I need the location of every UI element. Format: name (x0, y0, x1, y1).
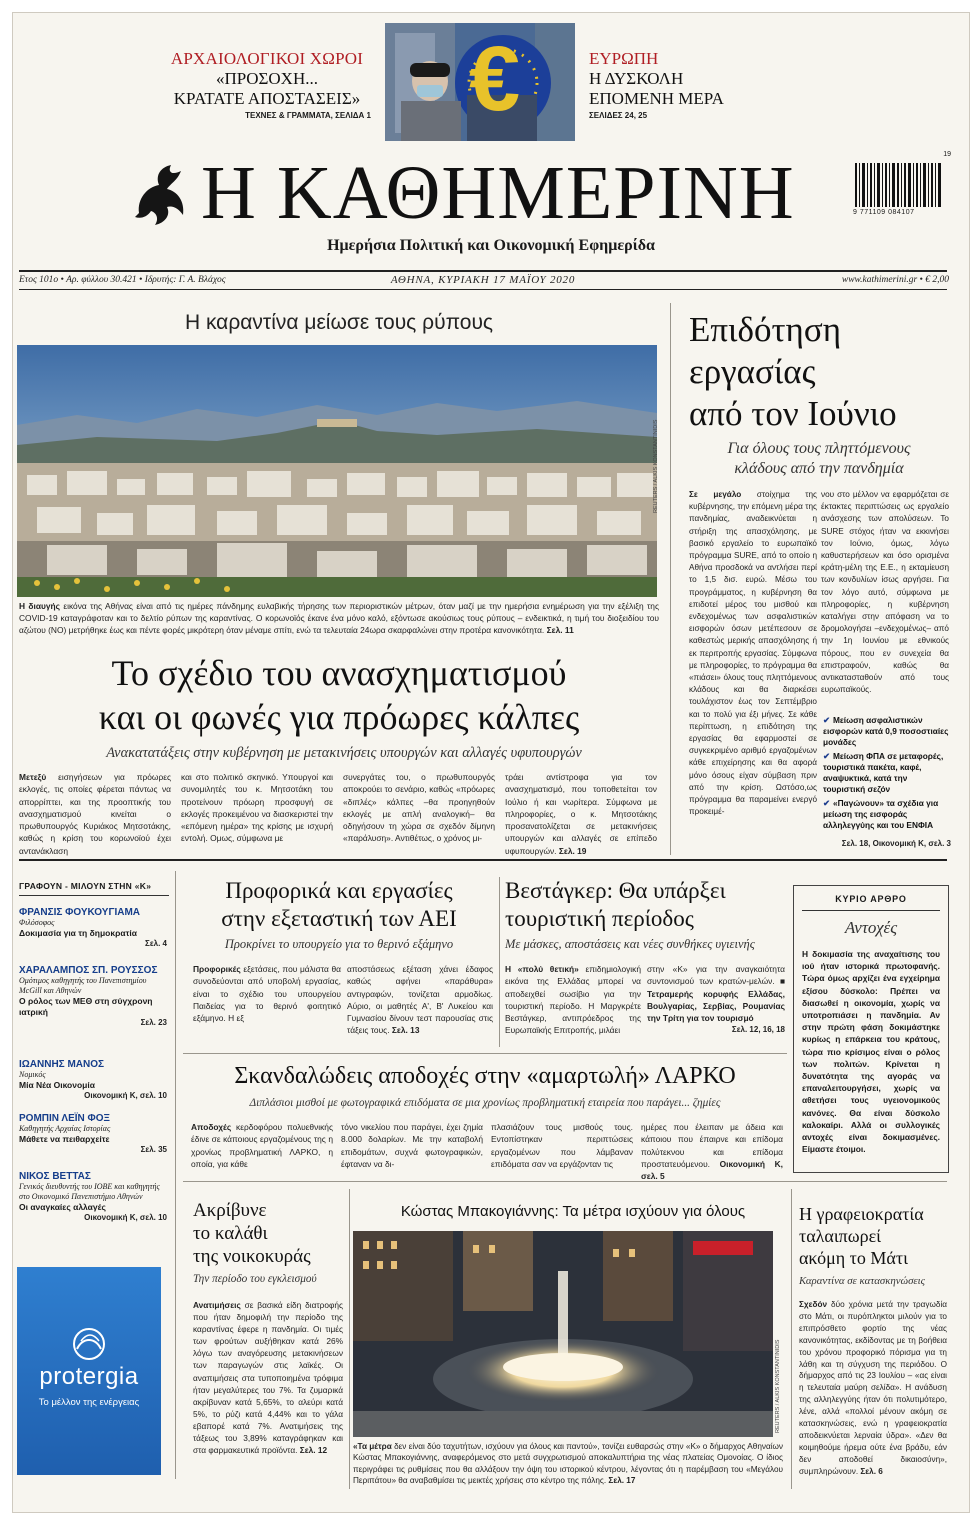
exams-col1 (193, 963, 341, 1037)
larco-col4-text: ημέρες που έλειπαν με άδεια και κάποιου που έπαιρνε και επίδομα πολύτεκνου και επίδομα προστατευόμενου. (641, 1122, 783, 1169)
tourism-col1 (505, 963, 641, 1037)
bakoyannis-caption-text: δεν είναι δύο ταχυτήτων, ισχύουν για όλους και παντού», τονίζει ευθαρσώς στην «Κ» ο δήμαρχος Αθηναίων Κώστας Μπακογιάννης, αναφερόμενος στο μετά συγχρωτισμού αποκαλυπτήρια της νέας πλατείας Ομονοίας. Ο ίδιος περιγράφει τις ρυθμίσεις που θα αλλάξουν την όψη του ιστορικού κέντρου, λέγοντας ότι η παρέμβαση του «Μεγάλου Περιπάτου» θα αναβαθμίσει τις μεικτές χρήσεις στο κέντρο της πόλης. (353, 1442, 784, 1486)
left-tease-line1: «ΠΡΟΣΟΧΗ... (216, 69, 318, 88)
dateline-center: ΑΘΗΝΑ, ΚΥΡΙΑΚΗ 17 ΜΑΪΟΥ 2020 (390, 274, 576, 286)
editorial-title: Αντοχές (844, 918, 898, 937)
mati-ref: Σελ. 6 (860, 1466, 883, 1476)
right-story-bullets (823, 715, 951, 831)
mati-lead: Σχεδόν (799, 1300, 828, 1309)
right-tease-line1: Η ΔΥΣΚΟΛΗ (589, 69, 684, 88)
protergia-ad[interactable] (17, 1267, 161, 1475)
lead-story-col3: συνεργάτες του, ο πρωθυπουργός αποκρούει το σενάριο, καθώς «πρόωρες «διπλές» κάλπες –θα προηγηθούν εκλογές με απλή αναλογική– θα οδηγήσουν τη χώρα σε σχεδόν δίμηνη «παράλυση». Αντιθέτως, ο χρόνος μι- (343, 772, 495, 844)
tourism-col1-text: επιδημιολογική εικόνα της Ελλάδας μπορεί να αποδειχθεί σωσίβιο για την τουριστική περίοδο. Η Μαργκρέτε Βεστάγκερ, αντιπρόεδρος της Ευρωπαϊκής Επιτροπής, μιλάει (505, 964, 642, 1036)
lead-story-col4-text: τράει αντίστροφα για τον ανασχηματισμό, που τοποθετείται τον Ιούλιο ή και νωρίτερα. Σύμφωνα με πληροφορίες, ο κ. Μητσοτάκης προσανατολίζεται σε μετακινήσεις υπουργών και αλλαγές σε επίπεδο υφυπουργών. (505, 772, 657, 856)
exams-col2 (347, 963, 493, 1037)
sidebar-item-name: ΦΡΑΝΣΙΣ ΦΟΥΚΟΥΓΙΑΜΑ (19, 907, 141, 918)
left-tease-line2: ΚΡΑΤΑΤΕ ΑΠΟΣΤΑΣΕΙΣ» (173, 89, 361, 108)
sidebar-item-role: Γενικός διευθυντής του ΙΟΒΕ και καθηγητής στο Οικονομικό Πανεπιστήμιο Αθηνών (19, 1182, 160, 1201)
basket-text: σε βασικά είδη διατροφής που ήταν δημοφιλή την περίοδο της καραντίνας έφερε η πανδημία. Οι τιμές των φρούτων αυξήθηκαν κατά 26% λόγω των αναγόρευσης μετακινήσεων των παραγωγών στις λαϊκές. Οι αναπιμήσεις στα τυποποιημένα τρόφιμα ήταν μεγαλύτερες του 7%. Τα ζυμαρικά ακρίβυναν κατά 5,65%, το αλεύρι κατά 5%, το ρύζι κατά 4,44% και το γάλα εβαπορέ κατά 7%. Ανατιμήσεις της τάξεως του 3,89% καταγράφηκαν και στα φαρμακευτικά προϊόντα. (193, 1300, 343, 1456)
omonoia-fountain-photo[interactable] (353, 1231, 773, 1437)
bakoyannis-caption-lead: «Τα μέτρα (353, 1442, 392, 1451)
protergia-brand: protergia (39, 1363, 139, 1390)
tourism-col2-text: στην «Κ» για την αναγκαιότητα συντονισμού των κρατών-μελών. (647, 964, 785, 987)
check-icon: ✔ (823, 715, 830, 725)
dateline-left: Ετος 101ο • Αρ. φύλλου 30.421 • Ιδρυτής: Γ. Α. Βλάχος (19, 275, 226, 285)
photo-caption-ref: Σελ. 11 (546, 625, 574, 635)
larco-title[interactable]: Σκανδαλώδεις αποδοχές στην «αμαρτωλή» ΛΑΡΚΟ (234, 1063, 736, 1089)
mati-divider (791, 1189, 792, 1489)
right-story-col1-lead: Σε μεγάλο (689, 490, 742, 499)
right-tease-line2: ΕΠΟΜΕΝΗ ΜΕΡΑ (589, 89, 724, 108)
sidebar-item-title: Μάθετε να πειθαρχείτε (19, 1134, 110, 1144)
photo-caption-lead: Η διαυγής (19, 601, 60, 611)
sidebar-item-ref: Σελ. 35 (140, 1145, 167, 1154)
sidebar-item-name: ΧΑΡΑΛΑΜΠΟΣ ΣΠ. ΡΟΥΣΣΟΣ (19, 965, 158, 976)
lead-story-col1-lead: Μετεξύ (19, 772, 47, 782)
basket-lead: Ανατιμήσεις (193, 1300, 241, 1310)
bakoyannis-title[interactable]: Κώστας Μπακογιάννης: Τα μέτρα ισχύουν για όλους (400, 1203, 746, 1220)
right-tease-title: ΕΥΡΩΠΗ (589, 49, 659, 68)
mati-deck: Καραντίνα σε κατασκηνώσεις (799, 1275, 926, 1287)
exams-divider (499, 877, 500, 1047)
protergia-logo-icon (69, 1327, 109, 1361)
athens-acropolis-photo[interactable] (17, 345, 657, 597)
barcode-number: 9 771109 084107 (853, 209, 915, 216)
exams-ref: Σελ. 13 (391, 1025, 420, 1036)
sidebar-item[interactable] (19, 1113, 167, 1154)
exams-col1-text: εξετάσεις, που μάλιστα θα συνοδεύονται από υποβολή εργασίας, είναι το σχέδιο του υπουργείου Παιδείας για το θερινό φοιτητικό εξάμηνο. Η εξ (193, 964, 341, 1024)
right-story-title-line1[interactable]: Επιδότηση (689, 310, 841, 349)
editorial-box[interactable] (793, 885, 949, 1173)
tourism-col2 (647, 963, 785, 1023)
larco-col3: πλασιάζουν τους μισθούς τους. Εντοπίστηκαν περιπτώσεις εργαζομένων που λάμβαναν επιδόματα σαν να εργάζονταν τις (491, 1122, 633, 1169)
euro-symbol: € (469, 28, 521, 130)
tourism-deck: Με μάσκες, αποστάσεις και νέες συνθήκες υγιεινής (505, 937, 755, 951)
right-story-col1 (689, 489, 817, 851)
left-tease-title: ΑΡΧΑΙΟΛΟΓΙΚΟΙ ΧΩΡΟΙ (170, 49, 364, 68)
top-photo-euro[interactable] (385, 23, 575, 141)
sidebar-item-role: Νομικός (19, 1070, 46, 1079)
larco-deck: Διπλάσιοι μισθοί με φωτογραφικά επιδόματα σε μια χρονίως προβληματική εταιρεία που παράγει... ζημίες (249, 1097, 721, 1109)
lead-story-col4 (505, 771, 657, 856)
mati-title-line2[interactable]: ταλαιπωρεί (799, 1226, 881, 1246)
basket-title-line1[interactable]: Ακρίβυνε (193, 1200, 267, 1221)
barcode-bars (853, 159, 947, 209)
sidebar-header-rule (19, 895, 169, 896)
sidebar-item-ref: Οικονομική Κ, σελ. 10 (84, 1091, 167, 1100)
check-icon: ✔ (823, 798, 830, 808)
lead-story-ref: Σελ. 19 (558, 845, 587, 856)
exams-col1-lead: Προφορικές (193, 964, 241, 974)
dateline-bottom-rule (19, 289, 947, 290)
masthead-subtitle: Ημερήσια Πολιτική και Οικονομική Εφημερίδα (327, 237, 655, 254)
sidebar-item-role: Φιλόσοφος (19, 918, 55, 927)
right-story-col2: νου στο μέλλον να εφαρμόζεται σε έκτακτες περιπτώσεις ως εργαλείο ανάσχεσης των απολύσεων. Το SURE στόχος ήταν να εκκινήσει τον Ιούνιο, όμως, λόγω καθυστερήσεων και όσο ορισμένα κράτη-μέλη της Ε.Ε., η εκταμίευση των κονδυλίων ίσως αργήσει. Για τον λόγο αυτό, σύμφωνα με πληροφορίες, η κυβέρνηση καταλήγει στην απόφαση να το δρομολογήσει –ενδεχομένως– από την 1η Ιουνίου με εθνικούς πόρους, που εν συνεχεία θα επιστραφούν, καθώς θα αντικατασταθούν από τους ευρωπαϊκούς. (821, 490, 949, 695)
basket-title-line3[interactable]: της νοικοκυράς (193, 1246, 311, 1267)
sidebar-item[interactable] (19, 1171, 167, 1222)
tourism-ref: Σελ. 12, 16, 18 (731, 1025, 785, 1034)
left-tease-ref: ΤΕΧΝΕΣ & ΓΡΑΜΜΑΤΑ, ΣΕΛΙΔΑ 1 (245, 111, 371, 120)
newspaper-front-page (12, 12, 970, 1513)
sidebar-item-role: Ομότιμος καθηγητής του Πανεπιστημίου McGill και Αθηνών (19, 976, 147, 995)
mati-title-line1[interactable]: Η γραφειοκρατία (799, 1204, 924, 1224)
right-story-ref: Σελ. 18, Οικονομική Κ, σελ. 3 (841, 839, 951, 848)
larco-col1-text: κερδοφόρου πολυεθνικής έδινε σε κάποιους εργαζομένους της η χρονίως προβληματική ΛΑΡΚΟ, η οποία, για κάθε (191, 1122, 333, 1169)
larco-ref: Οικονομική Κ, σελ. 5 (641, 1158, 784, 1182)
protergia-tagline: Το μέλλον της ενέργειας (38, 1397, 140, 1408)
right-story-title-line2[interactable]: εργασίας (689, 352, 816, 391)
tourism-title-line2[interactable]: τουριστική περίοδος (505, 906, 694, 931)
sidebar-item-name: ΡΟΜΠΙΝ ΛΕΪΝ ΦΟΞ (19, 1113, 110, 1124)
sidebar-item[interactable] (19, 907, 167, 948)
dateline-right[interactable]: www.kathimerini.gr • € 2,00 (841, 275, 949, 285)
sidebar-item[interactable] (19, 965, 167, 1027)
lead-story-col2: και στο πολιτικό σκηνικό. Υπουργοί και συνομιλητές του κ. Μητσοτάκη του προτείνουν πρόωρη προσφυγή σε εκλογές προκειμένου να διασκεριστεί την «επόμενη ημέρα» της κρίσης με ισχυρή εντολή. Ομως, σύμφωνα με (181, 772, 333, 844)
larco-col1-lead: Αποδοχές (191, 1122, 232, 1132)
check-icon: ✔ (823, 751, 830, 761)
sidebar-item[interactable] (19, 1059, 167, 1100)
basket-body (193, 1299, 343, 1487)
sidebar-item-title: Δοκιμασία για τη δημοκρατία (19, 928, 137, 938)
sidebar-item-name: ΝΙΚΟΣ ΒΕΤΤΑΣ (19, 1171, 91, 1182)
exams-col2-text: αποστάσεως εξέταση χάνει έδαφος καθώς αφήνει «παράθυρα» αντιγραφών, τονίζεται αρμοδίως. Αύριο, οι μαθητές Α', Β' Λυκείου και Γυμνασίου δίνουν τεστ παρουσίας στις τάξεις τους. (347, 964, 493, 1036)
sidebar-item-role: Καθηγητής Αρχαίας Ιστορίας (19, 1124, 111, 1133)
lead-story-title-line1[interactable]: Το σχέδιο του ανασχηματισμού (111, 653, 567, 693)
exams-title-line2[interactable]: στην εξεταστική των ΑΕΙ (221, 906, 457, 931)
larco-col4 (641, 1121, 784, 1182)
bakoyannis-ref: Σελ. 17 (608, 1476, 636, 1486)
basket-deck: Την περίοδο του εγκλεισμού (193, 1273, 317, 1285)
lead-story-title-line2[interactable]: και οι φωνές για πρόωρες κάλπες (98, 697, 580, 737)
right-story-title-line3[interactable]: από τον Ιούνιο (689, 394, 897, 433)
photo-credit-top: REUTERS / ALKIS KONSTANTINIDIS (653, 419, 659, 513)
barcode-issue: 19 (943, 151, 951, 158)
editorial-body: Η δοκιμασία της αναχαίτισης του ιού ήταν ιστορικά πρωτοφανής. Τώρα όμως αρχίζει ένα εγχείρημα εξίσου δύσκολο: Πρέπει να διασωθεί η οικονομία, χωρίς να υποτροπιάσει η πανδημία. Αν στην πρώτη φάση δοκιμάστηκε κυρίως η επάρκεια του κράτους, τώρα πιο κρίσιμος είναι ο ρόλος των πολιτών. Κρίνεται η δυνατότητα της αγοράς να επαναλειτουργήσει, χωρίς να αθετήσει τους υγειονομικούς κανόνες. Θα είναι δύσκολο καλοκαίρι. Αλλά οι συλλογικές αντοχές είναι δοκιμασμένες. Είμαστε έτοιμοι. (802, 949, 940, 1155)
photo-caption-text: εικόνα της Αθήνας είναι από τις ημέρες πάνδημης ευλαβικής τήρησης των περιοριστικών μέτρων, όταν μαζί με την ημερήσια ενημέρωση για την εξέλιξη της COVID-19 καταγράφοταν και το δελτίο ρύπων της καραντίνας. Ο κορωνοϊός έκανε ένα μόνο καλό, εξόντωσε ακούσιως τους ρύπους – ενδεικτικά, η τιμή του διοξειδίου του αζώτου (NO) μετρήθηκε έως και πέντε φορές μικρότερη όταν μέναμε σπίτι, ενώ τα τελευταία 24ωρα σκαρφαλώνει στην προτέρα κανονικότητα. (19, 601, 659, 635)
sidebar-header: ΓΡΑΦΟΥΝ - ΜΙΛΟΥΝ ΣΤΗΝ «Κ» (19, 881, 152, 891)
basket-ref: Σελ. 12 (299, 1445, 328, 1456)
sidebar-divider (175, 871, 176, 1479)
photo-story-title[interactable]: Η καραντίνα μείωσε τους ρύπους (184, 311, 494, 334)
exams-deck: Προκρίνει το υπουργείο για το θερινό εξάμηνο (224, 937, 454, 951)
right-story-bullet-3: ✔ «Παγώνουν» τα σχέδια για μείωση της εισφοράς αλληλεγγύης και του ΕΝΦΙΑ (823, 798, 939, 830)
dateline-top-rule (19, 270, 947, 272)
mati-text: δύο χρόνια μετά την τραγωδία στο Μάτι, οι πυρόπληκτοι μιλούν για το επιπρόσθετο φορτίο της νέας κανονικότητας, εκδίδοντας με τη βοήθεια του χρόνου προφορικό πόρισμα για τη λάθη και τη σύγχυση της περιόδου. Ο δήμαρχος από τις 23 Ιουλίου – «ας είναι η τελευταία μαύρη σελίδα». Η ανάδυση της αλληλεγγύης ήταν ότι πολυτιμότερο, λένε, αλλά «πολλοί μένουν ακόμη σε κατασκηνώσεις, ενώ η γραφειοκρατία αποδεικνύεται λερναία ύδρα». «Δεν θα κοιμηθούμε ήρεμα ούτε ένα βράδυ, εάν δεν αποδοθεί δικαιοσύνη», συμπληρώνουν. (799, 1300, 947, 1476)
larco-col2: τόνο νικελίου που παράγει, έχει ζημία 8.000 δολαρίων. Με την καταβολή επιδομάτων, συχνά φωτογραφικών, έφταναν να δι- (341, 1122, 483, 1169)
right-story-deck-line1: Για όλους τους πληττόμενους (727, 440, 911, 457)
sidebar-item-name: ΙΩΑΝΝΗΣ ΜΑΝΟΣ (19, 1059, 105, 1070)
lead-story-col1-text: εισηγήσεων για πρόωρες εκλογές, τις οποίες φέρεται πάντως να απορρίπτει, και της προοπτικής του ανασχηματισμού κινείται ο πρωθυπουργός Κυριάκος Μητσοτάκης, καθώς η κρίση του κορωνοϊού έχει αντανάκλαση (19, 772, 171, 856)
sidebar-item-ref: Σελ. 23 (140, 1018, 167, 1027)
griffin-logo-icon (131, 161, 193, 229)
photo-caption (19, 600, 659, 640)
tourism-bullet: ■ Τετραμερής κορυφής Ελλάδας, Βουλγαρίας, Σερβίας, Ρουμανίας την Τρίτη για τον τουρισμό (647, 976, 785, 1024)
sidebar-item-title: Οι αναγκαίες αλλαγές (19, 1202, 106, 1212)
editorial-label-rule (802, 910, 940, 911)
right-story-bullet-2: ✔ Μείωση ΦΠΑ σε μεταφορές, τουριστικά πακέτα, καφέ, αναψυκτικά, κατά την τουριστική σεζόν (823, 751, 944, 794)
larco-col1 (191, 1121, 333, 1173)
mid-section-rule (19, 859, 947, 861)
right-story-col1-text: στοίχημα της κυβέρνησης, την επόμενη μέρα της πανδημίας, αναδεικνύεται η στήριξη της απασχόλησης, με βασικό εργαλείο το ευρωπαϊκό πρόγραμμα SURE, από το οποίο η Αθήνα προσδοκά να αντλήσει περί το 1,5 δισ. ευρώ. Μέσω του προγράμματος, η κυβέρνηση θα επιδοτεί μέρος του μισθού και ενδεχομένως των ασφαλιστικών εισφορών όσων μετέπεσουν σε καθεστώς μερικής απασχόλησης ή εκ περιτροπής εργασίας. Σύμφωνα με πληροφορίες, το πρόγραμμα θα «πιάσει» όλους τους πληττόμενους κλάδους και θα διαρκέσει τουλάχιστον έως τον Σεπτέμβριο και το πολύ για έξι μήνες. Σε κάθε περίπτωση, η επιδότηση της εργασίας θα εφαρμοστεί σε συγκεκριμένο αριθμό εργαζομένων κάθε επιχείρησης και θα αφορά μόνο όσους είχαν σύμβαση πριν από την κρίση. Ωστόσο,ως πρόγραμμα θα παραμείνει ενεργό προκειμέ- (689, 490, 817, 817)
mati-body (799, 1299, 947, 1489)
larco-top-rule (183, 1053, 787, 1054)
sidebar-item-title: Ο ρόλος των ΜΕΘ στη σύγχρονη ιατρική (19, 996, 153, 1017)
tourism-title-line1[interactable]: Βεστάγκερ: Θα υπάρξει (505, 878, 726, 903)
editorial-label: ΚΥΡΙΟ ΑΡΘΡΟ (835, 894, 907, 904)
right-tease-ref: ΣΕΛΙΔΕΣ 24, 25 (589, 111, 648, 120)
mati-title-line3[interactable]: ακόμη το Μάτι (799, 1248, 908, 1268)
right-column-divider (670, 303, 671, 855)
bakoyannis-caption (353, 1441, 783, 1489)
right-tease[interactable] (589, 49, 789, 120)
tourism-col1-lead: Η «πολύ θετική» (505, 964, 579, 974)
basket-divider (349, 1189, 350, 1489)
bottom-section-rule (183, 1181, 947, 1182)
barcode (853, 151, 951, 219)
sidebar-item-title: Μία Νέα Οικονομία (19, 1080, 95, 1090)
masthead-title[interactable]: Η ΚΑΘΗΜΕΡΙΝΗ (201, 151, 795, 235)
lead-story-deck: Ανακατατάξεις στην κυβέρνηση με μετακινήσεις υπουργών και αλλαγές υφυπουργών (106, 745, 582, 761)
exams-title-line1[interactable]: Προφορικά και εργασίες (225, 878, 453, 903)
sidebar-item-ref: Σελ. 4 (145, 939, 167, 948)
right-story-deck-line2: κλάδους από την πανδημία (734, 460, 904, 477)
left-tease[interactable] (163, 49, 371, 120)
photo-credit-bottom: REUTERS / ALKIS KONSTANTINIDIS (775, 1339, 781, 1433)
lead-story-col1 (19, 771, 171, 856)
sidebar-item-ref: Οικονομική Κ, σελ. 10 (84, 1213, 167, 1222)
right-story-bullet-1: ✔ Μείωση ασφαλιστικών εισφορών κατά 0,9 ποσοστιαίες μονάδες (823, 715, 949, 747)
basket-title-line2[interactable]: το καλάθι (193, 1223, 268, 1244)
